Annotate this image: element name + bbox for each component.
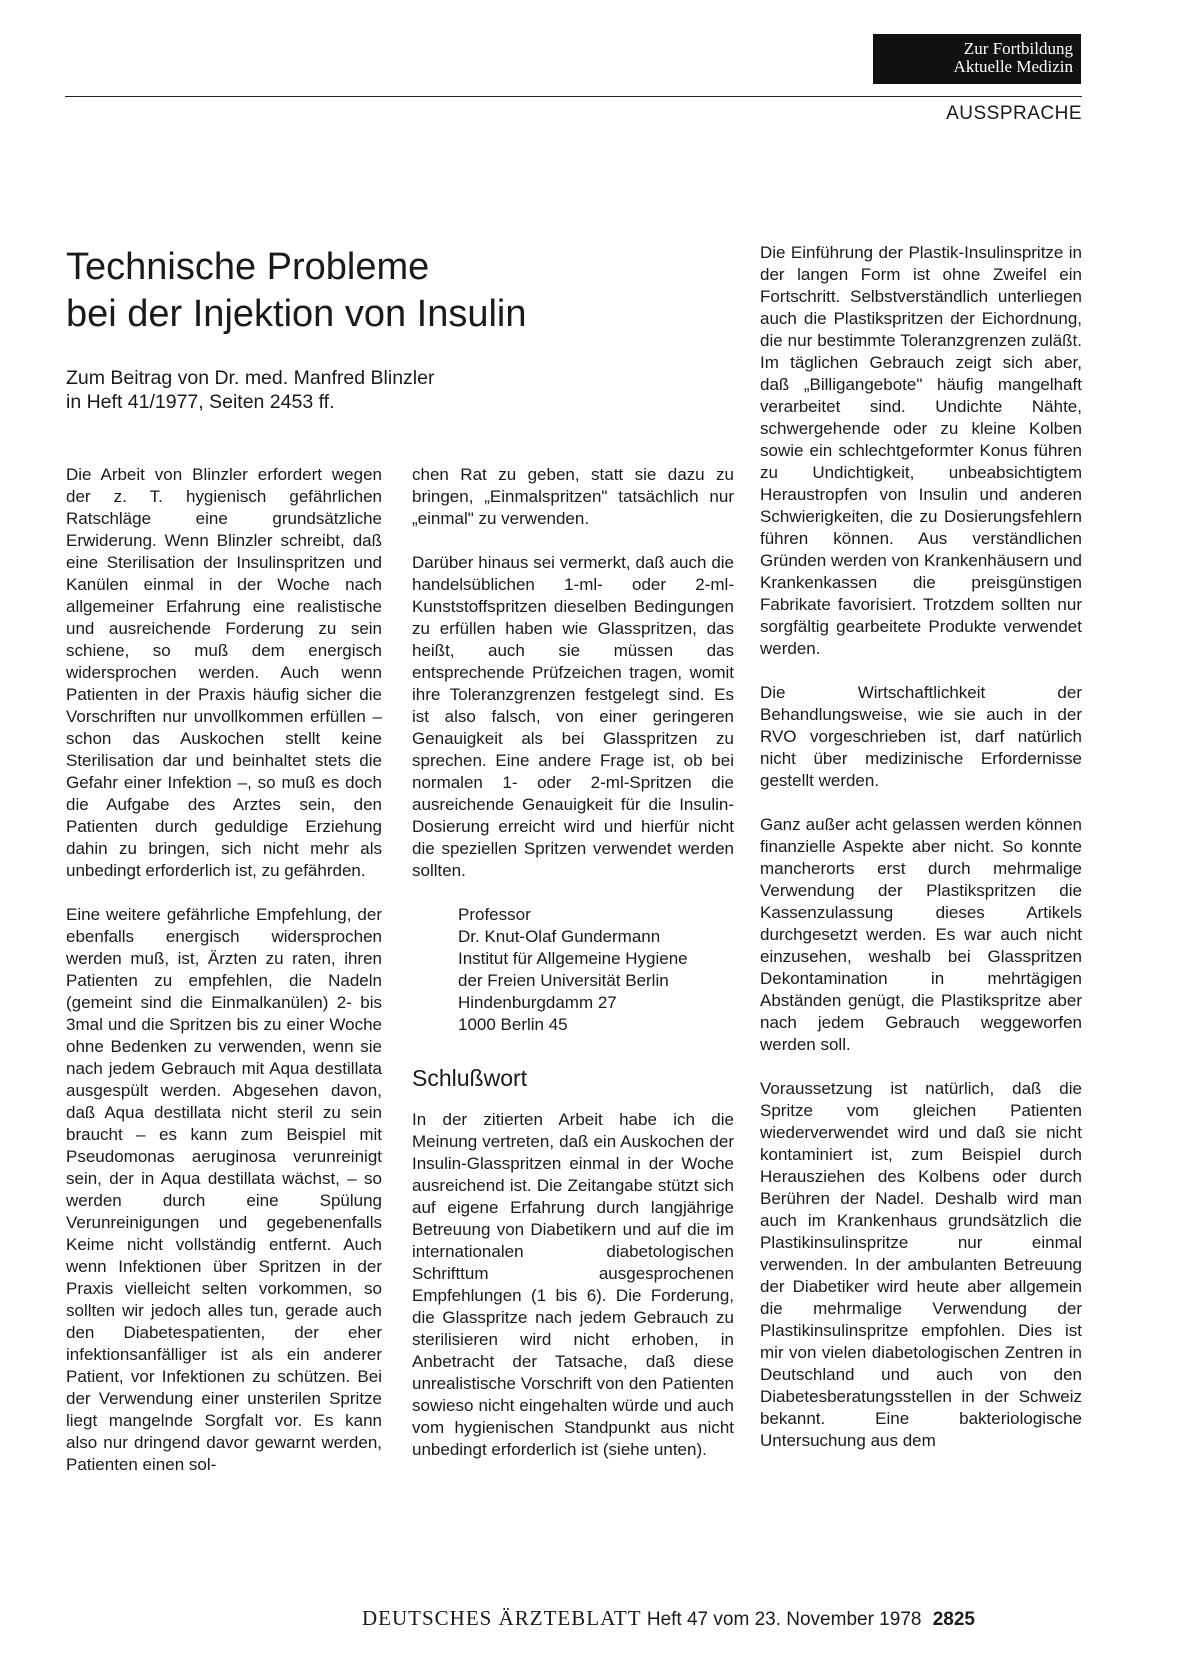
page-number: 2825 xyxy=(932,1609,976,1630)
page-footer xyxy=(362,1606,975,1631)
paragraph: Die Wirtschaftlichkeit der Behandlungsweise, wie sie auch in der RVO vorgeschrieben ist, darf natürlich nicht über medizinische Erfordernisse gestellt werden. xyxy=(760,683,1082,790)
author-address: Professor Dr. Knut-Olaf Gundermann Institut für Allgemeine Hygiene der Freien Universität Berlin Hindenburgdamm 27 1000 Berlin 45 xyxy=(458,905,688,1034)
rubric-line-2: Aktuelle Medizin xyxy=(953,57,1073,76)
section-label: AUSSPRACHE xyxy=(946,103,1082,124)
paragraph: Voraussetzung ist natürlich, daß die Spritze vom gleichen Patienten wiederverwendet wird und daß sie nicht kontaminiert ist, zum Beispiel durch Herausziehen des Kolbens oder durch Berühren der Nadel. Deshalb wird man auch im Krankenhaus grundsätzlich die Plastikinsulinspritze nur einmal verwenden. In der ambulanten Betreuung der Diabetiker wird heute aber allgemein die mehrmalige Verwendung der Plastikinsulinspritze empfohlen. Dies ist mir von vielen diabetologischen Zentren in Deutschland und auch von den Diabetesberatungsstellen in der Schweiz bekannt. Eine bakteriologische Untersuchung aus dem xyxy=(760,1079,1082,1450)
subtitle-line-2: in Heft 41/1977, Seiten 2453 ff. xyxy=(66,391,335,413)
header-rule xyxy=(65,96,1082,97)
rubric-badge xyxy=(873,34,1081,84)
text-column-2 xyxy=(412,464,734,1483)
paragraph: Die Arbeit von Blinzler erfordert wegen der z. T. hygienisch gefährlichen Ratschläge eine grundsätzliche Erwiderung. Wenn Blinzler schreibt, daß eine Sterilisation der Insulinspritzen und Kanülen einmal in der Woche nach allgemeiner Erfahrung eine realistische und ausreichende Forderung zu sein schiene, so muß dem energisch widersprochen werden. Auch wenn Patienten in der Praxis häufig sicher die Vorschriften nur unvollkommen erfüllen – schon das Auskochen stellt keine Sterilisation dar und beinhaltet stets die Gefahr einer Infektion –, so muß es doch die Aufgabe des Arztes sein, den Patienten durch geduldige Erziehung dahin zu bringen, sich nicht mehr als unbedingt erforderlich ist, zu gefährden. xyxy=(66,465,382,880)
text-column-1 xyxy=(66,464,382,1498)
paragraph: Ganz außer acht gelassen werden können finanzielle Aspekte aber nicht. So konnte mancherorts erst durch mehrmalige Verwendung der Plastikspritzen die Kassenzulassung dieses Artikels durchgesetzt werden. Es war auch nicht einzusehen, weshalb bei Glasspritzen Dekontamination in mehrtägigen Abständen genügt, die Plastikspritze aber nach jedem Gebrauch weggeworfen werden soll. xyxy=(760,815,1082,1054)
paragraph: Eine weitere gefährliche Empfehlung, der ebenfalls energisch widersprochen werden muß, ist, Ärzten zu raten, ihren Patienten zu empfehlen, die Nadeln (gemeint sind die Einmalkanülen) 2- bis 3mal und die Spritzen bis zu einer Woche ohne Bedenken zu verwenden, wenn sie nach jedem Gebrauch mit Aqua destillata ausgespült werden. Abgesehen davon, daß Aqua destillata nicht steril zu sein braucht – es kann zum Beispiel mit Pseudomonas aeruginosa verunreinigt sein, der in Aqua destillata wächst, – so werden durch eine Spülung Verunreinigungen und gegebenenfalls Keime nicht vollständig entfernt. Auch wenn Infektionen über Spritzen in der Praxis vielleicht selten vorkommen, so sollten wir jedoch alles tun, gerade auch den Diabetespatienten, der eher infektionsanfälliger ist als ein anderer Patient, vor Infektionen zu schützen. Bei der Verwendung einer unsterilen Spritze liegt mangelnde Sorgfalt vor. Es kann also nur dringend davor gewarnt werden, Patienten einen sol- xyxy=(66,905,382,1474)
subtitle-line-1: Zum Beitrag von Dr. med. Manfred Blinzler xyxy=(66,367,435,389)
text-column-3 xyxy=(760,242,1082,1474)
issue-info: Heft 47 vom 23. November 1978 xyxy=(646,1609,922,1630)
article-subtitle xyxy=(66,366,434,414)
paragraph: chen Rat zu geben, statt sie dazu zu bringen, „Einmalspritzen" tatsächlich nur „einmal" zu verwenden. xyxy=(412,465,734,528)
title-line-2: bei der Injektion von Insulin xyxy=(66,293,527,335)
title-line-1: Technische Probleme xyxy=(66,246,430,288)
journal-name: DEUTSCHES ÄRZTEBLATT xyxy=(362,1606,642,1630)
paragraph: Die Einführung der Plastik-Insulinspritze in der langen Form ist ohne Zweifel ein Fortschritt. Selbstverständlich unterliegen auch die Plastikspritzen der Eichordnung, die nur bestimmte Toleranzgrenzen zuläßt. Im täglichen Gebrauch zeigt sich aber, daß „Billigangebote" häufig mangelhaft verarbeitet sind. Undichte Nähte, schwergehende oder zu kleine Kolben sowie ein schlechtgeformter Konus führen zu Undichtigkeit, unbeabsichtigtem Heraustropfen von Insulin und anderen Schwierigkeiten, die zu Dosierungsfehlern führen können. Aus verständlichen Gründen werden von Krankenhäusern und Krankenkassen die preisgünstigen Fabrikate favorisiert. Trotzdem sollten nur sorgfältig gearbeitete Produkte verwendet werden. xyxy=(760,243,1082,658)
rubric-line-1: Zur Fortbildung xyxy=(963,39,1073,58)
paragraph: In der zitierten Arbeit habe ich die Meinung vertreten, daß ein Auskochen der Insulin-Glasspritzen einmal in der Woche ausreichend ist. Die Zeitangabe stützt sich auf eigene Erfahrung durch langjährige Betreuung von Diabetikern und auf die im internationalen diabetologischen Schrifttum ausgesprochenen Empfehlungen (1 bis 6). Die Forderung, die Glasspritze nach jedem Gebrauch zu sterilisieren wird nicht erhoben, in Anbetracht der Tatsache, daß diese unrealistische Vorschrift von den Patienten sowieso nicht eingehalten würde und auch vom hygienischen Standpunkt aus nicht unbedingt erforderlich ist (siehe unten). xyxy=(412,1110,734,1459)
paragraph: Darüber hinaus sei vermerkt, daß auch die handelsüblichen 1-ml- oder 2-ml-Kunststoffspritzen dieselben Bedingungen zu erfüllen haben wie Glasspritzen, das heißt, auch sie müssen das entsprechende Prüfzeichen tragen, womit ihre Toleranzgrenzen festgelegt sind. Es ist also falsch, von einer geringeren Genauigkeit als bei Glasspritzen zu sprechen. Eine andere Frage ist, ob bei normalen 1- oder 2-ml-Spritzen die ausreichende Genauigkeit für die Insulin-Dosierung erreicht wird und hierfür nicht die speziellen Spritzen verwendet werden sollten. xyxy=(412,553,734,880)
reply-heading: Schlußwort xyxy=(412,1065,528,1091)
article-title xyxy=(66,244,666,338)
